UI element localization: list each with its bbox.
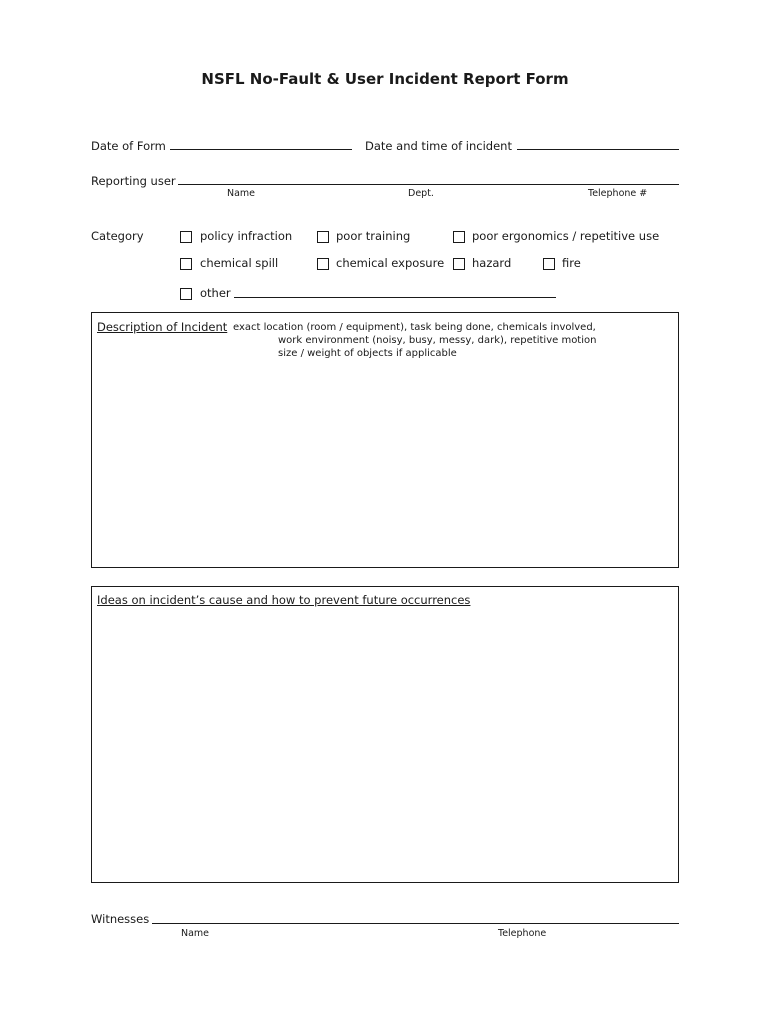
date-time-incident-field[interactable] — [517, 149, 679, 150]
ideas-heading: Ideas on incident’s cause and how to prevent future occurrences — [97, 593, 471, 607]
hazard-label: hazard — [472, 256, 512, 270]
description-hint-line-3: size / weight of objects if applicable — [278, 348, 457, 359]
form-title: NSFL No-Fault & User Incident Report Form — [201, 70, 569, 88]
other-field[interactable] — [234, 297, 556, 298]
witnesses-label: Witnesses — [91, 912, 150, 926]
chemical-spill-checkbox[interactable] — [180, 258, 192, 270]
other-label: other — [200, 286, 231, 300]
chemical-spill-label: chemical spill — [200, 256, 279, 270]
chemical-exposure-label: chemical exposure — [336, 256, 445, 270]
hazard-checkbox[interactable] — [453, 258, 465, 270]
description-hint-line-1: exact location (room / equipment), task being done, chemicals involved, — [233, 322, 596, 333]
policy-infraction-checkbox[interactable] — [180, 231, 192, 243]
witnesses-field[interactable] — [152, 923, 679, 924]
description-hint-line-2: work environment (noisy, busy, messy, dark), repetitive motion — [278, 335, 597, 346]
reporting-user-field[interactable] — [178, 184, 679, 185]
poor-training-label: poor training — [336, 229, 411, 243]
poor-ergonomics-label: poor ergonomics / repetitive use — [472, 229, 660, 243]
witnesses-phone-caption: Telephone — [498, 928, 547, 939]
reporting-user-name-caption: Name — [227, 188, 256, 199]
description-box[interactable] — [91, 312, 679, 568]
fire-label: fire — [562, 256, 581, 270]
ideas-box[interactable] — [91, 586, 679, 883]
reporting-user-label: Reporting user — [91, 174, 176, 188]
date-of-form-label: Date of Form — [91, 139, 166, 153]
policy-infraction-label: policy infraction — [200, 229, 293, 243]
category-label: Category — [91, 229, 144, 243]
date-of-form-field[interactable] — [170, 149, 352, 150]
poor-ergonomics-checkbox[interactable] — [453, 231, 465, 243]
other-checkbox[interactable] — [180, 288, 192, 300]
poor-training-checkbox[interactable] — [317, 231, 329, 243]
witnesses-name-caption: Name — [181, 928, 210, 939]
reporting-user-dept-caption: Dept. — [408, 188, 434, 199]
date-time-incident-label: Date and time of incident — [365, 139, 512, 153]
description-heading: Description of Incident — [97, 320, 228, 334]
fire-checkbox[interactable] — [543, 258, 555, 270]
reporting-user-phone-caption: Telephone # — [588, 188, 648, 199]
chemical-exposure-checkbox[interactable] — [317, 258, 329, 270]
